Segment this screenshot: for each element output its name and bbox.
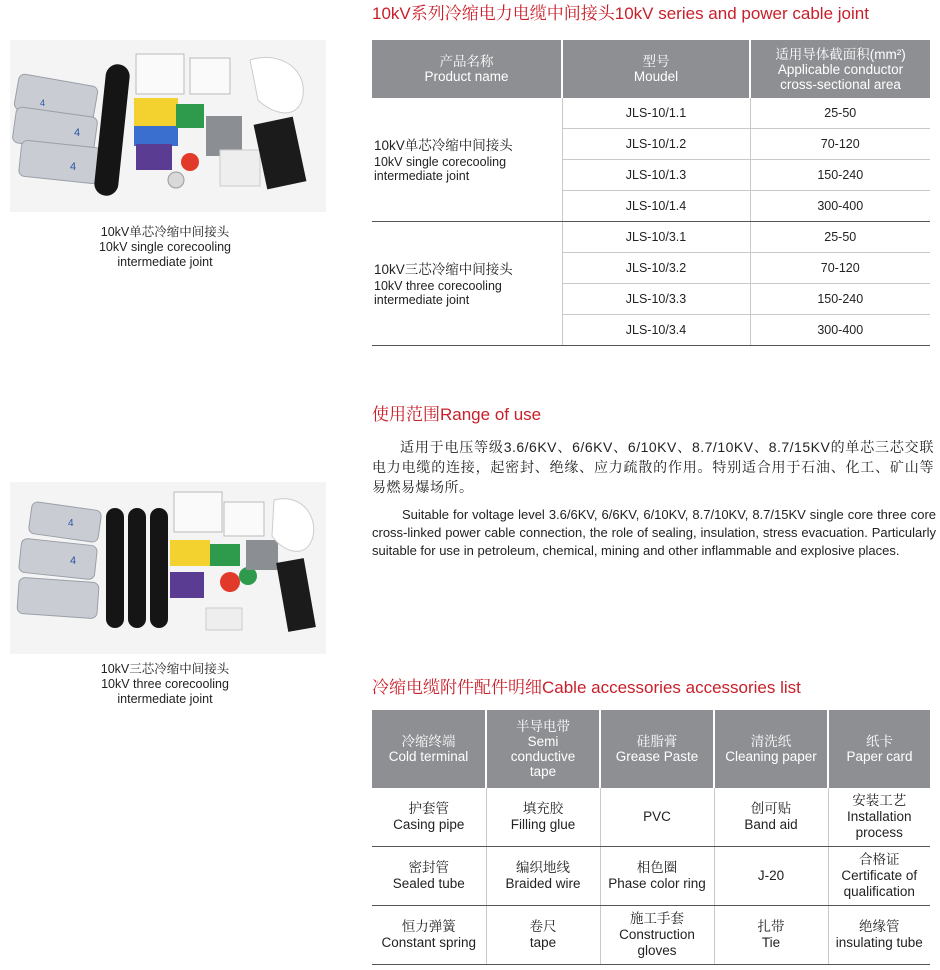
accessory-en: Certificate of qualification (841, 868, 918, 899)
svg-text:4: 4 (40, 98, 46, 108)
header-en: Moudel (633, 69, 679, 84)
header-en: Applicable conductor (777, 61, 904, 77)
table-row (372, 847, 930, 906)
accessory-cn: J-20 (757, 868, 785, 883)
accessory-en: Braided wire (505, 876, 581, 891)
header-cn: 产品名称 (439, 54, 494, 69)
acc-header (372, 710, 486, 788)
model-cell: JLS-10/1.3 (562, 160, 750, 191)
accessory-cn: 卷尺 (529, 919, 557, 934)
svg-text:4: 4 (70, 161, 77, 173)
spec-header-cross-section (750, 40, 930, 98)
accessory-en: Installation process (846, 809, 912, 840)
model-cell: JLS-10/3.3 (562, 284, 750, 315)
area-cell: 70-120 (750, 253, 930, 284)
accessory-en: tape (529, 935, 557, 950)
accessories-table (372, 710, 930, 965)
accessory-cell (714, 788, 828, 847)
svg-text:4: 4 (74, 127, 81, 139)
area-cell: 150-240 (750, 284, 930, 315)
caption-en-line2: intermediate joint (117, 692, 213, 706)
accessory-cn: 绝缘管 (859, 919, 900, 934)
header-en-line2: cross-sectional area (780, 76, 901, 92)
area-cell: 70-120 (750, 129, 930, 160)
caption-en-line1: 10kV three corecooling (101, 677, 229, 691)
accessory-cn: 相色圈 (636, 860, 678, 875)
accessory-cell (714, 847, 828, 906)
area-cell: 150-240 (750, 160, 930, 191)
accessory-cell (372, 847, 486, 906)
accessory-cn: 扎带 (757, 919, 785, 934)
model-cell: JLS-10/1.2 (562, 129, 750, 160)
header-cn: 硅脂膏 (636, 734, 678, 749)
accessory-cn: 编织地线 (516, 860, 570, 875)
product-name-cn: 10kV三芯冷缩中间接头 (374, 261, 513, 277)
table-row (372, 906, 930, 965)
accessory-cell (372, 906, 486, 965)
accessory-en: Casing pipe (393, 817, 465, 832)
header-cn: 半导电带 (516, 719, 570, 734)
header-cn: 冷缩终端 (401, 734, 456, 749)
accessory-cn: 恒力弹簧 (401, 919, 456, 934)
product-name-cell (372, 222, 562, 346)
table-row (372, 98, 930, 129)
accessory-cell (486, 906, 600, 965)
accessory-cell (828, 906, 930, 965)
accessory-cell (486, 788, 600, 847)
accessory-cn: 施工手套 (630, 911, 684, 926)
accessory-cn: 合格证 (859, 852, 900, 867)
product-name-en-line2: intermediate joint (374, 168, 470, 183)
header-en: Paper card (846, 749, 913, 764)
accessory-cn: 安装工艺 (852, 793, 907, 808)
accessory-cn: 创可贴 (750, 801, 792, 816)
caption-en-line2: intermediate joint (117, 255, 213, 269)
acc-header (486, 710, 600, 788)
accessory-en: Tie (761, 935, 781, 950)
product-name-en-line1: 10kV single corecooling (374, 154, 507, 169)
accessory-cn: 护套管 (408, 801, 449, 816)
header-en: Cleaning paper (725, 749, 817, 764)
product-name-en-line1: 10kV three corecooling (374, 278, 502, 293)
product-photo-single-core (10, 40, 326, 212)
area-cell: 25-50 (750, 222, 930, 253)
range-of-use-en-text: Suitable for voltage level 3.6/6KV, 6/6KV, 6/10KV, 8.7/10KV, 8.7/15KV single core three core cross-linked power cable connection, the role of sealing, insulation, stress evacuation. Particularly suitable for use in petroleum, chemical, mining and other inflammable and explosive places. (372, 507, 936, 558)
accessory-en: insulating tube (835, 935, 923, 950)
product-name-en-line2: intermediate joint (374, 292, 470, 307)
product-name-cn: 10kV单芯冷缩中间接头 (374, 137, 513, 153)
spec-header-product-name (372, 40, 562, 98)
photo-caption-three-core (60, 662, 270, 707)
product-photo-three-core (10, 482, 326, 654)
product-name-cell (372, 98, 562, 222)
accessory-en: Band aid (744, 817, 798, 832)
range-of-use-title: 使用范围Range of use (372, 405, 542, 424)
model-cell: JLS-10/3.4 (562, 315, 750, 346)
table-row (372, 788, 930, 847)
accessory-en: Sealed tube (392, 876, 465, 891)
accessory-en: Phase color ring (608, 876, 706, 891)
header-en: Semi conductive tape (510, 734, 576, 779)
accessory-cn: PVC (643, 809, 671, 824)
accessory-cell (372, 788, 486, 847)
page-title: 10kV系列冷缩电力电缆中间接头10kV series and power cable joint (372, 4, 869, 23)
header-en: Cold terminal (388, 749, 469, 764)
range-of-use-cn-text: 适用于电压等级3.6/6KV、6/6KV、6/10KV、8.7/10KV、8.7/15KV的单芯三芯交联电力电缆的连接，起密封、绝缘、应力疏散的作用。特别适合用于石油、化工、矿山等易燃易爆场所。 (372, 439, 934, 495)
header-cn: 清洗纸 (750, 734, 792, 749)
header-en: Grease Paste (615, 749, 699, 764)
spec-table (372, 40, 930, 346)
caption-cn: 10kV单芯冷缩中间接头 (100, 225, 230, 239)
model-cell: JLS-10/3.1 (562, 222, 750, 253)
model-cell: JLS-10/1.4 (562, 191, 750, 222)
accessory-en: Construction gloves (619, 927, 695, 958)
table-row (372, 222, 930, 253)
acc-header (600, 710, 714, 788)
accessories-title: 冷缩电缆附件配件明细Cable accessories accessories list (372, 678, 801, 697)
header-en: Product name (424, 69, 509, 84)
accessory-cell (486, 847, 600, 906)
accessory-cell (600, 847, 714, 906)
header-cn: 纸卡 (866, 734, 893, 749)
area-cell: 25-50 (750, 98, 930, 129)
svg-text:4: 4 (70, 555, 77, 567)
accessory-en: Filling glue (510, 817, 576, 832)
acc-header (828, 710, 930, 788)
header-cn: 型号 (642, 54, 670, 69)
acc-header (714, 710, 828, 788)
model-cell: JLS-10/1.1 (562, 98, 750, 129)
spec-header-model (562, 40, 750, 98)
svg-text:4: 4 (68, 518, 74, 529)
photo-caption-single-core (60, 225, 270, 270)
accessory-cell (600, 906, 714, 965)
caption-en-line1: 10kV single corecooling (98, 240, 232, 254)
area-cell: 300-400 (750, 315, 930, 346)
accessory-cn: 密封管 (408, 860, 449, 875)
accessory-cell (714, 906, 828, 965)
model-cell: JLS-10/3.2 (562, 253, 750, 284)
caption-cn: 10kV三芯冷缩中间接头 (100, 662, 230, 676)
area-cell: 300-400 (750, 191, 930, 222)
accessory-cn: 填充胶 (522, 801, 564, 816)
accessory-cell (828, 788, 930, 847)
header-cn: 适用导体截面积(mm²) (775, 46, 906, 62)
accessory-en: Constant spring (381, 935, 477, 950)
accessory-cell (600, 788, 714, 847)
accessory-cell (828, 847, 930, 906)
